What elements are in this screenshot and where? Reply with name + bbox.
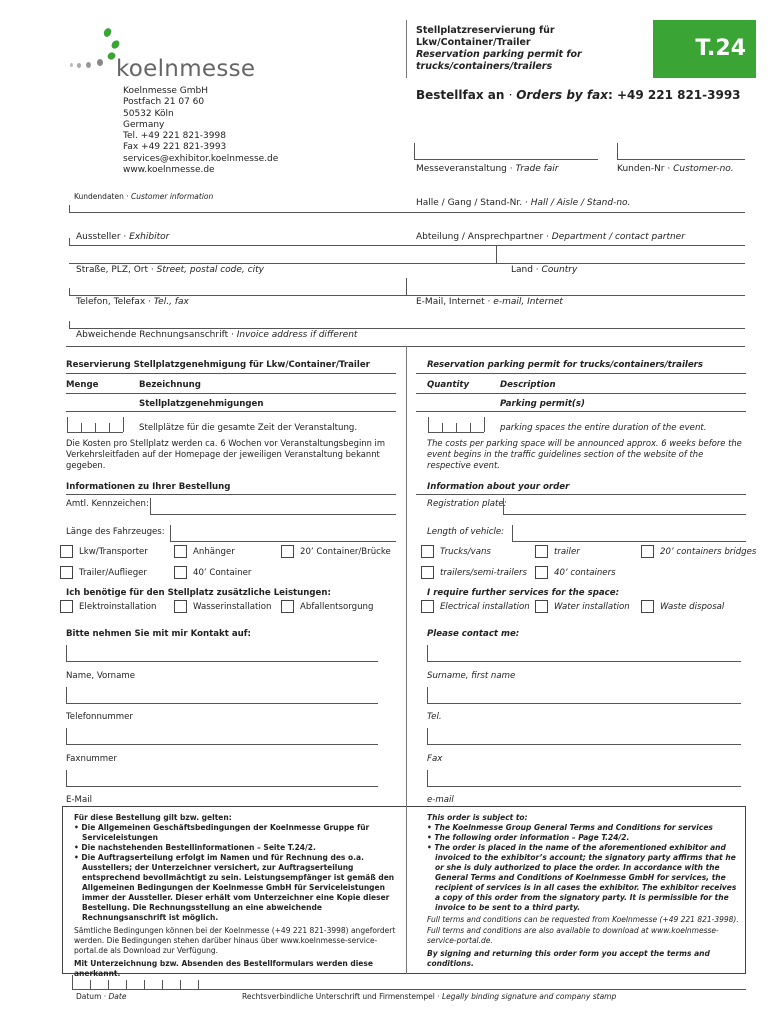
containers-20-checkbox[interactable]	[641, 545, 654, 558]
form-code-badge	[653, 20, 756, 78]
address-website: www.koelnmesse.de	[123, 164, 215, 175]
left-cost-note: Die Kosten pro Stellplatz werden ca. 6 Wochen vor Veranstaltungsbeginn im Verkehrsleitfaden auf der Homepage der jeweiligen Veranstaltung bekannt gegeben.	[66, 438, 386, 471]
waste-en-label: Waste disposal	[660, 602, 725, 612]
terms-divider	[406, 806, 407, 974]
field-tick	[150, 498, 151, 514]
signature-label: Rechtsverbindliche Unterschrift und Firmenstempel · Legally binding signature and company stamp	[242, 992, 617, 1001]
field-tick	[427, 645, 428, 661]
trailer-en-checkbox[interactable]	[535, 545, 548, 558]
terms-right-bullet: • The following order information – Page T.24/2.	[427, 833, 630, 843]
containers-40-label: 40’ containers	[554, 568, 616, 578]
length-label: Länge des Fahrzeuges:	[66, 527, 165, 537]
right-item-text: parking spaces the entire duration of the event.	[500, 423, 707, 433]
right-cost-note: The costs per parking space will be announced approx. 6 weeks before the event begins in the traffic guidelines section of the website of the respective event.	[427, 438, 742, 471]
trailer-en-label: trailer	[554, 547, 580, 557]
tel-input[interactable]	[427, 703, 741, 704]
containers-40-checkbox[interactable]	[535, 566, 548, 579]
customer-no-label: Kunden-Nr · Customer-no.	[617, 164, 734, 174]
terms-left-bullet: • Die nachstehenden Bestellinformationen – Seite T.24/2.	[74, 843, 316, 853]
company-address	[123, 86, 278, 176]
customer-info-label: Kundendaten · Customer information	[74, 192, 214, 201]
exhibitor-input[interactable]	[69, 245, 745, 246]
field-tick	[69, 321, 70, 328]
plate-input[interactable]	[150, 514, 396, 515]
right-services-title: I require further services for the space:	[427, 588, 620, 598]
divider	[416, 494, 746, 495]
field-tick	[427, 728, 428, 744]
field-tick	[427, 687, 428, 703]
field-tick	[69, 238, 70, 245]
divider	[66, 373, 396, 374]
field-tick	[512, 525, 513, 541]
divider	[66, 411, 396, 412]
right-quantity-input[interactable]	[428, 417, 484, 432]
left-item-title: Stellplatzgenehmigungen	[139, 399, 264, 409]
water-en-label: Water installation	[554, 602, 630, 612]
field-tick	[503, 498, 504, 514]
phone-number-input[interactable]	[66, 703, 378, 704]
fax-number: : +49 221 821-3993	[607, 88, 741, 102]
field-tick	[69, 205, 70, 212]
hall-label: Halle / Gang / Stand-Nr. · Hall / Aisle / Stand-no.	[416, 198, 631, 208]
field-tick	[427, 770, 428, 786]
title-de: Stellplatzreservierung für	[416, 25, 555, 36]
waste-label: Abfallentsorgung	[300, 602, 374, 612]
right-item-title: Parking permit(s)	[500, 399, 585, 409]
street-label: Straße, PLZ, Ort · Street, postal code, city	[76, 265, 264, 275]
vehicle-length-label: Length of vehicle:	[427, 527, 505, 537]
field-tick	[66, 728, 67, 744]
water-label: Wasserinstallation	[193, 602, 272, 612]
customer-no-input[interactable]	[617, 159, 745, 160]
logo-dot	[97, 59, 103, 66]
divider	[416, 373, 746, 374]
surname-label: Surname, first name	[427, 671, 516, 681]
logo-dot	[70, 63, 73, 67]
right-contact-title: Please contact me:	[427, 629, 520, 639]
field-tick	[617, 143, 618, 159]
form-title	[416, 25, 582, 73]
left-quantity-input[interactable]	[67, 417, 123, 432]
terms-right-sign-note: By signing and returning this order form you accept the terms and conditions.	[427, 948, 710, 968]
water-en-checkbox[interactable]	[535, 600, 548, 613]
address-line: Koelnmesse GmbH	[123, 86, 209, 96]
terms-left-title: Für diese Bestellung gilt bzw. gelten:	[74, 813, 232, 822]
hall-input[interactable]	[69, 212, 745, 213]
terms-left-footer: Sämtliche Bedingungen können bei der Koelnmesse (+49 221 821-3998) angefordert werden. Die Bedingungen stehen darüber hinaus über www.koelnmesse-service-portal.de als Download zur Verfügung.	[74, 925, 396, 955]
trailer-checkbox[interactable]	[174, 545, 187, 558]
plate-label: Amtl. Kennzeichen:	[66, 499, 149, 509]
department-label: Abteilung / Ansprechpartner · Department / contact partner	[416, 232, 685, 242]
fax-number-label: Faxnummer	[66, 754, 117, 764]
registration-plate-input[interactable]	[503, 514, 746, 515]
container-40-checkbox[interactable]	[174, 566, 187, 579]
trade-fair-label: Messeveranstaltung · Trade fair	[416, 164, 559, 174]
invoice-address-input[interactable]	[69, 328, 745, 329]
email-en-input[interactable]	[427, 786, 741, 787]
email-label: E-Mail	[66, 795, 92, 805]
semi-trailer-label: Trailer/Auflieger	[79, 568, 147, 578]
electrical-label: Elektroinstallation	[79, 602, 157, 612]
email-input[interactable]	[66, 786, 378, 787]
address-line: Germany	[123, 119, 165, 130]
email-en-label: e-mail	[427, 795, 454, 805]
left-services-title: Ich benötige für den Stellplatz zusätzliche Leistungen:	[66, 588, 331, 598]
water-checkbox[interactable]	[174, 600, 187, 613]
left-section-title: Reservierung Stellplatzgenehmigung für Lkw/Container/Trailer	[66, 360, 370, 370]
terms-right-footer: Full terms and conditions can be requested from Koelnmesse (+49 221 821-3998). Full terms and conditions are also available to download at www.koelnmesse-service-portal.de.	[427, 915, 739, 945]
logo-dot	[77, 63, 81, 68]
field-tick	[66, 645, 67, 661]
fax-line: Bestellfax an · Orders by fax: +49 221 821-3993	[416, 88, 741, 102]
divider	[66, 393, 396, 394]
terms-left-sign-note: Mit Unterzeichnung bzw. Absenden des Bestellformulars werden diese anerkannt.	[74, 958, 373, 978]
field-tick	[414, 143, 415, 159]
terms-right	[427, 813, 741, 969]
field-tick	[69, 288, 70, 295]
semi-trailers-checkbox[interactable]	[421, 566, 434, 579]
fax-en-input[interactable]	[427, 744, 741, 745]
truck-label: Lkw/Transporter	[79, 547, 148, 557]
semi-trailers-label: trailers/semi-trailers	[440, 568, 528, 578]
logo-dot	[102, 27, 112, 38]
signature-input[interactable]	[72, 989, 746, 990]
exhibitor-label: Aussteller · Exhibitor	[76, 232, 170, 242]
right-col-desc: Description	[500, 380, 556, 390]
tel-label: Tel.	[427, 712, 442, 722]
terms-left	[74, 813, 396, 979]
trucks-label: Trucks/vans	[440, 547, 491, 557]
semi-trailer-checkbox[interactable]	[60, 566, 73, 579]
title-en: Reservation parking permit for	[416, 48, 582, 60]
truck-checkbox[interactable]	[60, 545, 73, 558]
field-tick	[66, 770, 67, 786]
vehicle-length-input[interactable]	[512, 541, 746, 542]
container-40-label: 40’ Container	[193, 568, 252, 578]
name-input[interactable]	[66, 661, 378, 662]
electrical-checkbox[interactable]	[60, 600, 73, 613]
field-tick	[170, 525, 171, 541]
title-en-2: trucks/containers/trailers	[416, 60, 553, 72]
date-label: Datum · Date	[76, 992, 127, 1001]
address-line: 50532 Köln	[123, 108, 174, 119]
fax-label-de: Bestellfax an	[416, 88, 505, 102]
form-code: T.24	[695, 36, 746, 61]
divider	[416, 411, 746, 412]
logo-dot	[86, 62, 91, 68]
left-col-qty: Menge	[66, 380, 99, 390]
left-order-info-title: Informationen zu Ihrer Bestellung	[66, 482, 231, 492]
surname-input[interactable]	[427, 661, 741, 662]
address-line: Tel. +49 221 821-3998	[123, 131, 226, 141]
name-label: Name, Vorname	[66, 671, 136, 681]
title-divider	[406, 20, 407, 78]
containers-20-label: 20’ containers bridges	[660, 547, 757, 557]
container-20-label: 20’ Container/Brücke	[300, 547, 391, 557]
address-email: services@exhibitor.koelnmesse.de	[123, 153, 279, 164]
column-divider	[406, 346, 407, 806]
address-line: Fax +49 221 821-3993	[123, 142, 227, 153]
right-section-title: Reservation parking permit for trucks/containers/trailers	[427, 360, 704, 370]
trucks-checkbox[interactable]	[421, 545, 434, 558]
fax-number-input[interactable]	[66, 744, 378, 745]
logo-wordmark: koelnmesse	[116, 56, 256, 82]
title-de-2: Lkw/Container/Trailer	[416, 36, 531, 48]
terms-right-bullet: • The Koelnmesse Group General Terms and Conditions for services	[427, 823, 713, 833]
right-order-info-title: Information about your order	[427, 482, 570, 492]
invoice-address-label: Abweichende Rechnungsanschrift · Invoice address if different	[76, 330, 358, 340]
waste-en-checkbox[interactable]	[641, 600, 654, 613]
country-label: Land · Country	[511, 265, 578, 275]
right-col-qty: Quantity	[427, 380, 470, 390]
field-tick	[406, 278, 407, 295]
divider	[66, 494, 396, 495]
street-input[interactable]	[69, 263, 745, 264]
left-col-desc: Bezeichnung	[139, 380, 201, 390]
divider	[416, 393, 746, 394]
trade-fair-input[interactable]	[414, 159, 598, 160]
phone-number-label: Telefonnummer	[66, 712, 133, 722]
electrical-en-checkbox[interactable]	[421, 600, 434, 613]
electrical-en-label: Electrical installation	[440, 602, 530, 612]
waste-checkbox[interactable]	[281, 600, 294, 613]
field-tick	[496, 245, 497, 263]
terms-right-bullet: • The order is placed in the name of the aforementioned exhibitor and invoiced to the exhibitor’s account; the signatory party affirms that he or she is duly authorized to place the order. In accordance with the General Terms and Conditions of Koelnmesse GmbH for services, the recipient of services is in all cases the exhibitor. The exhibitor receives a copy of this order from the signatory party. It is permissible for the invoice to be sent to a third party.	[427, 843, 737, 913]
length-input[interactable]	[170, 541, 396, 542]
logo-dot	[110, 39, 121, 50]
terms-right-title: This order is subject to:	[427, 813, 528, 822]
email-internet-label: E-Mail, Internet · e-mail, Internet	[416, 297, 563, 307]
field-tick	[66, 687, 67, 703]
left-item-text: Stellplätze für die gesamte Zeit der Veranstaltung.	[139, 423, 358, 433]
phone-input[interactable]	[69, 295, 745, 296]
trailer-label: Anhänger	[193, 547, 235, 557]
address-line: Postfach 21 07 60	[123, 97, 205, 108]
fax-label-en: Orders by fax	[516, 88, 608, 102]
terms-left-bullet: • Die Auftragserteilung erfolgt im Namen und für Rechnung des o.a. Ausstellers; der Unterzeichner versichert, zur Auftragserteilung entsprechend bevollmächtigt zu sein. Leistungsempfänger ist gemäß den Allgemeinen Bedingungen der Koelnmesse GmbH für Serviceleistungen immer der Aussteller. Dieser erhält vom Unterzeichner eine Kopie dieser Bestellung. Die Rechnungsstellung an eine abweichende Rechnungsanschrift ist möglich.	[74, 853, 395, 923]
phone-label: Telefon, Telefax · Tel., fax	[76, 297, 189, 307]
container-20-checkbox[interactable]	[281, 545, 294, 558]
left-contact-title: Bitte nehmen Sie mit mir Kontakt auf:	[66, 629, 251, 639]
registration-plate-label: Registration plate:	[427, 499, 507, 509]
fax-en-label: Fax	[427, 754, 443, 764]
date-input[interactable]	[72, 975, 222, 989]
terms-left-bullet: • Die Allgemeinen Geschäftsbedingungen der Koelnmesse Gruppe für Serviceleistungen	[74, 823, 370, 843]
